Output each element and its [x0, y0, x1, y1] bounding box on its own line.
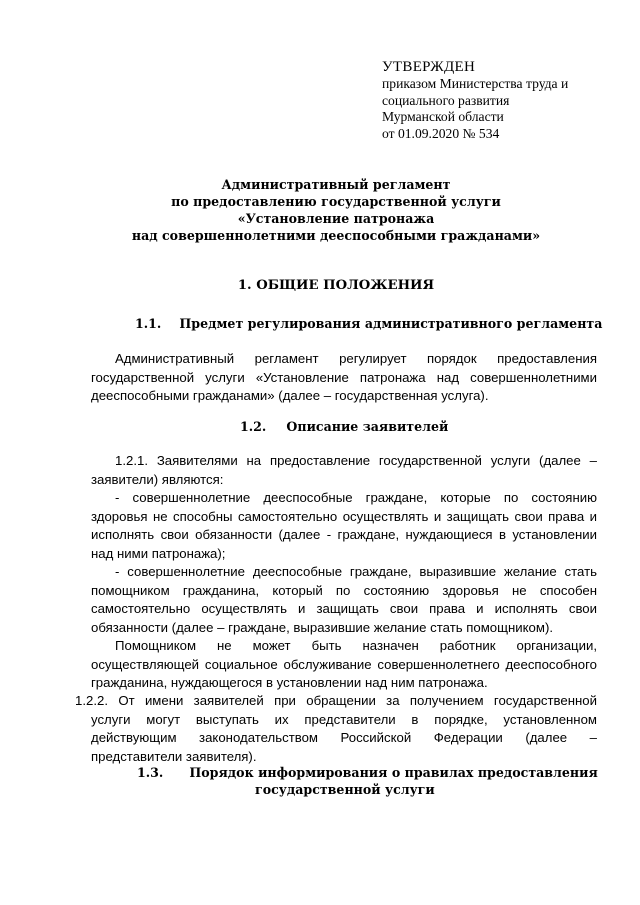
subsection-1-3-title-line-1: Порядок информирования о правилах предоставления: [189, 765, 598, 780]
paragraph-line: представители заявителя).: [91, 748, 257, 764]
title-line-1: Административный регламент: [221, 177, 451, 192]
title-line-3: «Установление патронажа: [237, 211, 435, 226]
subsection-1-1-number: 1.1.: [135, 316, 162, 331]
paragraph-line: самостоятельно осуществлять и защищать свои права и исполнять свои: [91, 601, 597, 617]
approval-line-4: от 01.09.2020 № 534: [382, 125, 500, 141]
paragraph-line: заявители) являются:: [91, 471, 224, 487]
paragraph-line: обязанности (далее – граждане, выразившие желание стать помощником).: [91, 619, 554, 635]
document-title: [0, 176, 640, 244]
title-line-4: над совершеннолетними дееспособными гражданами»: [131, 228, 541, 243]
approval-stamp-block: [382, 58, 568, 142]
paragraph-line: дееспособными гражданами» (далее – государственная услуга).: [91, 388, 489, 404]
paragraph-line: гражданина, нуждающегося в установлении над ним патронажа.: [91, 675, 488, 691]
paragraph-applicants-dash-1: [91, 489, 597, 563]
paragraph-applicants-dash-2: [91, 563, 597, 637]
approved-label: УТВЕРЖДЕН: [382, 59, 476, 75]
paragraph-line: помощником гражданина, который по состоянию здоровья не способен: [91, 582, 597, 598]
paragraph-line: действующим законодательством Российской Федерации (далее –: [91, 730, 597, 746]
subsection-1-2-title: Описание заявителей: [286, 419, 449, 434]
paragraph-line: - совершеннолетние дееспособные граждане, которые по состоянию: [115, 490, 597, 505]
paragraph-line: Административный регламент регулирует порядок предоставления: [115, 351, 597, 366]
subsection-1-3-title-line-2: государственной услуги: [255, 782, 435, 797]
paragraph-line: государственной услуги «Установление патронажа над совершеннолетними: [91, 369, 597, 385]
paragraph-line: здоровья не способны самостоятельно осуществлять и защищать свои права и: [91, 508, 597, 524]
paragraph-1-2-2: [75, 692, 597, 766]
subsection-1-3-heading: [137, 764, 598, 781]
paragraph-line: услуги могут выступать их представители в порядке, установленном: [91, 711, 597, 727]
paragraph-1-2-1: [91, 452, 597, 489]
subsection-1-3-number: 1.3.: [137, 765, 164, 780]
section-1-heading: 1. ОБЩИЕ ПОЛОЖЕНИЯ: [237, 278, 435, 293]
paragraph-line: над ними патронажа);: [91, 545, 226, 561]
subsection-1-1-heading: [135, 315, 602, 332]
approval-line-3: Мурманской области: [382, 109, 504, 125]
subsection-1-1-title: Предмет регулирования административного регламента: [179, 316, 603, 331]
subsection-1-2-heading: [240, 418, 448, 435]
paragraph-line: исполнять свои обязанности (далее - граждане, нуждающиеся в установлении: [91, 527, 597, 543]
approval-line-1: приказом Министерства труда и: [382, 76, 569, 91]
paragraph-regulation-scope: [91, 350, 597, 406]
paragraph-line: 1.2.2. От имени заявителей при обращении за получением государственной: [75, 693, 597, 708]
paragraph-line: 1.2.1. Заявителями на предоставление государственной услуги (далее –: [115, 453, 597, 468]
paragraph-helper-restriction: [91, 637, 597, 693]
paragraph-line: - совершеннолетние дееспособные граждане, выразившие желание стать: [115, 564, 597, 579]
approval-line-2: социального развития: [382, 92, 510, 108]
paragraph-line: осуществляющей социальное обслуживание совершеннолетнего дееспособного: [91, 656, 597, 672]
title-line-2: по предоставлению государственной услуги: [171, 194, 501, 209]
subsection-1-2-number: 1.2.: [240, 419, 267, 434]
paragraph-line: Помощником не может быть назначен работник организации,: [115, 638, 597, 653]
